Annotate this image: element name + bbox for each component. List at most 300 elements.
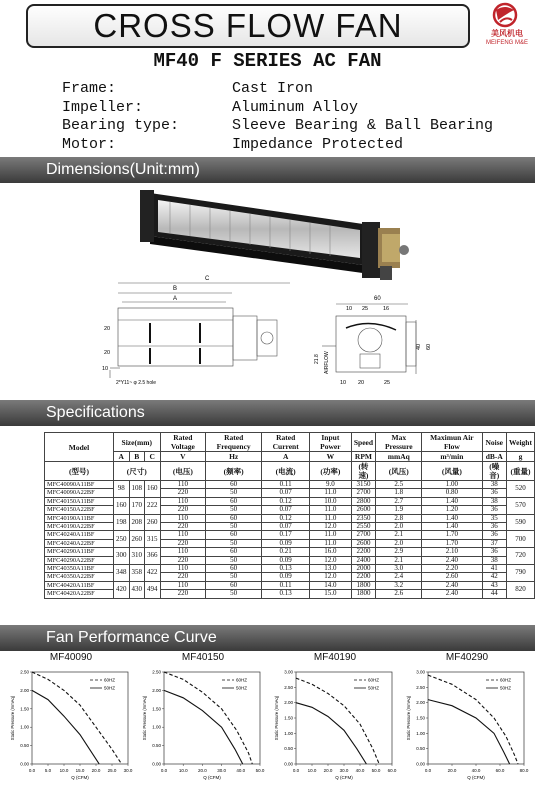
cell-v: 220 <box>160 489 206 497</box>
dim-label-16: 16 <box>383 306 390 312</box>
cell-model: MFC40420A22BF <box>45 590 114 598</box>
x-tick-label: 15.0 <box>75 768 85 773</box>
col-current: Rated Current <box>262 433 310 452</box>
cell-v: 220 <box>160 590 206 598</box>
cell-w: 10.0 <box>310 497 351 505</box>
cell-v: 110 <box>160 497 206 505</box>
cell-w: 12.0 <box>310 573 351 581</box>
unit-g: g <box>507 452 535 462</box>
cell-w: 11.0 <box>310 531 351 539</box>
cell-db: 38 <box>482 497 507 505</box>
cell-v: 220 <box>160 556 206 564</box>
y-axis-label: Static Pressure (mmAq) <box>274 695 279 741</box>
x-tick-label: 20.0 <box>447 768 457 773</box>
y-tick-label: 1.00 <box>416 730 425 736</box>
cell-p: 2.4 <box>376 573 422 581</box>
y-tick-label: 0.00 <box>20 761 29 767</box>
y-tick-label: 0.00 <box>284 761 293 767</box>
cell-f: 1.70 <box>422 531 482 539</box>
y-axis-label: Static Pressure (mmAq) <box>406 695 411 741</box>
spec-list <box>62 80 493 154</box>
col-a: A <box>114 452 130 462</box>
cell-size-a: 250 <box>114 531 130 548</box>
cell-rpm: 2200 <box>351 573 376 581</box>
y-tick-label: 1.50 <box>20 706 29 712</box>
col-b: B <box>129 452 145 462</box>
cell-rpm: 2800 <box>351 497 376 505</box>
cell-db: 41 <box>482 565 507 573</box>
x-tick-label: 40.0 <box>355 768 365 773</box>
cell-p: 2.5 <box>376 481 422 489</box>
cell-db: 38 <box>482 556 507 564</box>
cell-size-b: 208 <box>129 514 145 531</box>
cn-power: (功率) <box>310 462 351 481</box>
section-header-specifications <box>0 400 535 426</box>
cell-hz: 50 <box>206 573 262 581</box>
cell-db: 38 <box>482 481 507 489</box>
cell-hz: 50 <box>206 539 262 547</box>
legend-label: 50HZ <box>236 685 248 691</box>
cell-p: 3.0 <box>376 565 422 573</box>
cn-speed: (转速) <box>351 462 376 481</box>
cell-db: 43 <box>482 581 507 589</box>
x-tick-label: 0.0 <box>28 768 36 773</box>
spec-key: Frame: <box>62 80 117 97</box>
cell-w: 9.0 <box>310 481 351 489</box>
x-tick-label: 50.0 <box>255 768 265 773</box>
cell-rpm: 2700 <box>351 489 376 497</box>
cell-model: MFC40420A11BF <box>45 581 114 589</box>
spec-value: Sleeve Bearing & Ball Bearing <box>232 117 494 134</box>
y-tick-label: 2.00 <box>152 687 161 693</box>
y-tick-label: 3.00 <box>416 669 425 675</box>
cell-p: 2.1 <box>376 556 422 564</box>
cell-model: MFC40090A22BF <box>45 489 114 497</box>
spec-row-impeller <box>62 99 493 118</box>
cell-size-c: 315 <box>145 531 161 548</box>
cell-a: 0.09 <box>262 573 310 581</box>
y-axis-label: Static Pressure (mmAq) <box>142 695 147 741</box>
cell-a: 0.07 <box>262 506 310 514</box>
x-tick-label: 20.0 <box>198 768 207 773</box>
cell-db: 36 <box>482 531 507 539</box>
chart-title: MF40090 <box>49 652 93 663</box>
cell-weight: 790 <box>507 565 535 582</box>
cell-rpm: 2700 <box>351 531 376 539</box>
cell-p: 3.2 <box>376 581 422 589</box>
y-tick-label: 2.00 <box>416 700 425 706</box>
cell-v: 110 <box>160 481 206 489</box>
cell-p: 1.8 <box>376 489 422 497</box>
y-tick-label: 1.00 <box>20 724 29 730</box>
cell-p: 2.0 <box>376 523 422 531</box>
spec-key: Impeller: <box>62 98 144 116</box>
cell-rpm: 2350 <box>351 514 376 522</box>
x-tick-label: 40.0 <box>471 768 481 773</box>
cell-model: MFC40190A11BF <box>45 514 114 522</box>
x-axis-label: Q (CFM) <box>71 775 89 780</box>
cn-noise: (噪音) <box>482 462 507 481</box>
brand-name-cn: 美风机电 <box>491 29 523 38</box>
perf-chart-mf40190 <box>270 652 400 798</box>
cell-w: 13.0 <box>310 565 351 573</box>
cell-v: 110 <box>160 565 206 573</box>
dim-label-60: 60 <box>374 296 381 302</box>
unit-rpm: RPM <box>351 452 376 462</box>
legend-label: 60HZ <box>368 677 380 683</box>
y-tick-label: 0.50 <box>284 746 293 752</box>
cell-p: 2.8 <box>376 514 422 522</box>
cn-frequency: (频率) <box>206 462 262 481</box>
cell-hz: 60 <box>206 531 262 539</box>
cell-model: MFC40090A11BF <box>45 481 114 489</box>
cell-db: 37 <box>482 539 507 547</box>
fan-product-photo <box>0 178 535 398</box>
cell-rpm: 2000 <box>351 565 376 573</box>
x-tick-label: 10.0 <box>178 768 188 773</box>
cell-p: 2.7 <box>376 497 422 505</box>
y-tick-label: 1.50 <box>416 715 425 721</box>
cell-p: 1.9 <box>376 506 422 514</box>
cell-size-c: 494 <box>145 581 161 598</box>
cell-size-b: 108 <box>129 481 145 498</box>
cell-a: 0.07 <box>262 523 310 531</box>
cell-a: 0.21 <box>262 548 310 556</box>
col-pressure: Max Pressure <box>376 433 422 452</box>
cell-v: 220 <box>160 506 206 514</box>
spec-row-motor <box>62 136 493 155</box>
cn-pressure: (风压) <box>376 462 422 481</box>
legend-label: 60HZ <box>500 677 512 683</box>
cell-size-c: 222 <box>145 497 161 514</box>
section-title: Specifications <box>46 404 145 421</box>
col-power: Input Power <box>310 433 351 452</box>
cell-a: 0.07 <box>262 489 310 497</box>
specifications-table <box>44 432 535 599</box>
x-tick-label: 20.0 <box>323 768 333 773</box>
cell-size-a: 348 <box>114 565 130 582</box>
cell-f: 2.40 <box>422 581 482 589</box>
cell-model: MFC40240A11BF <box>45 531 114 539</box>
unit-a: A <box>262 452 310 462</box>
x-tick-label: 60.0 <box>495 768 505 773</box>
cell-w: 12.0 <box>310 556 351 564</box>
page-title: CROSS FLOW FAN <box>26 4 470 48</box>
x-tick-label: 80.0 <box>519 768 529 773</box>
cell-size-c: 160 <box>145 481 161 498</box>
cell-f: 1.40 <box>422 497 482 505</box>
y-axis-label: Static Pressure (mmAq) <box>10 695 15 741</box>
dim-label-10: 10 <box>346 306 353 312</box>
unit-w: W <box>310 452 351 462</box>
dim-label-20: 20 <box>104 326 111 332</box>
cell-model: MFC40350A22BF <box>45 573 114 581</box>
cell-f: 1.40 <box>422 514 482 522</box>
x-tick-label: 0.0 <box>424 768 432 773</box>
spec-value: Cast Iron <box>232 80 314 97</box>
cell-w: 11.0 <box>310 539 351 547</box>
cell-weight: 590 <box>507 514 535 531</box>
x-tick-label: 20.0 <box>91 768 101 773</box>
cell-weight: 700 <box>507 531 535 548</box>
dim-label-10: 10 <box>102 366 109 372</box>
unit-mmaq: mmAq <box>376 452 422 462</box>
col-c: C <box>145 452 161 462</box>
spec-row-frame <box>62 80 493 99</box>
chart-svg <box>138 666 268 798</box>
cell-rpm: 2400 <box>351 556 376 564</box>
y-tick-label: 0.00 <box>152 761 161 767</box>
cell-size-c: 366 <box>145 548 161 565</box>
cell-f: 1.20 <box>422 506 482 514</box>
section-title: Dimensions(Unit:mm) <box>46 161 200 178</box>
perf-chart-mf40290 <box>402 652 532 798</box>
cn-weight: (重量) <box>507 462 535 481</box>
y-tick-label: 0.50 <box>152 743 161 749</box>
cell-f: 2.20 <box>422 565 482 573</box>
cn-voltage: (电压) <box>160 462 206 481</box>
cell-a: 0.09 <box>262 539 310 547</box>
cell-w: 11.0 <box>310 506 351 514</box>
y-tick-label: 2.50 <box>20 669 29 675</box>
cell-a: 0.12 <box>262 497 310 505</box>
y-tick-label: 1.50 <box>284 715 293 721</box>
x-tick-label: 25.0 <box>107 768 117 773</box>
dim-label-c: C <box>205 276 210 282</box>
cell-size-b: 310 <box>129 548 145 565</box>
cell-p: 2.9 <box>376 548 422 556</box>
cn-model: (型号) <box>45 462 114 481</box>
cell-p: 2.1 <box>376 531 422 539</box>
x-tick-label: 5.0 <box>44 768 52 773</box>
cell-f: 2.40 <box>422 556 482 564</box>
cell-a: 0.13 <box>262 590 310 598</box>
y-tick-label: 3.00 <box>284 669 293 675</box>
cell-a: 0.11 <box>262 581 310 589</box>
cell-size-c: 422 <box>145 565 161 582</box>
cell-size-c: 260 <box>145 514 161 531</box>
hole-note: 2*Y11~ φ 2.5 hole <box>116 380 156 386</box>
cell-model: MFC40190A22BF <box>45 523 114 531</box>
cell-w: 15.0 <box>310 590 351 598</box>
cn-size: (尺寸) <box>114 462 161 481</box>
dim-label-a: A <box>173 296 178 302</box>
cell-size-a: 98 <box>114 481 130 498</box>
cell-db: 35 <box>482 514 507 522</box>
dim-label-25: 25 <box>362 306 369 312</box>
cell-v: 110 <box>160 531 206 539</box>
cell-db: 36 <box>482 506 507 514</box>
cell-rpm: 2550 <box>351 523 376 531</box>
cell-rpm: 3150 <box>351 481 376 489</box>
cell-rpm: 2600 <box>351 539 376 547</box>
cell-f: 2.60 <box>422 573 482 581</box>
cell-w: 12.0 <box>310 523 351 531</box>
cell-hz: 50 <box>206 523 262 531</box>
dim-label-21-8: 21.8 <box>314 354 320 364</box>
dim-label-40: 40 <box>416 343 422 350</box>
cell-f: 2.10 <box>422 548 482 556</box>
col-speed: Speed <box>351 433 376 452</box>
col-voltage: Rated Voltage <box>160 433 206 452</box>
x-tick-label: 0.0 <box>292 768 300 773</box>
col-noise: Noise <box>482 433 507 452</box>
cell-hz: 50 <box>206 506 262 514</box>
spec-value: Aluminum Alloy <box>232 98 359 116</box>
dim-label-10: 10 <box>340 380 347 386</box>
cell-db: 42 <box>482 573 507 581</box>
cell-model: MFC40150A11BF <box>45 497 114 505</box>
cell-hz: 50 <box>206 590 262 598</box>
chart-svg <box>402 666 532 798</box>
cell-db: 36 <box>482 523 507 531</box>
cell-v: 220 <box>160 523 206 531</box>
y-tick-label: 0.00 <box>416 761 425 767</box>
cell-model: MFC40290A11BF <box>45 548 114 556</box>
x-tick-label: 0.0 <box>160 768 168 773</box>
cell-hz: 60 <box>206 514 262 522</box>
legend-label: 50HZ <box>368 685 380 691</box>
spec-value: Impedance Protected <box>232 135 404 153</box>
unit-db: dB-A <box>482 452 507 462</box>
x-tick-label: 30.0 <box>217 768 226 773</box>
cell-weight: 820 <box>507 581 535 598</box>
unit-v: V <box>160 452 206 462</box>
y-tick-label: 1.00 <box>284 730 293 736</box>
cell-a: 0.11 <box>262 481 310 489</box>
section-title: Fan Performance Curve <box>46 629 217 646</box>
perf-chart-mf40090 <box>6 652 136 798</box>
cell-v: 220 <box>160 573 206 581</box>
cell-size-a: 198 <box>114 514 130 531</box>
y-tick-label: 0.50 <box>416 746 425 752</box>
cell-db: 44 <box>482 590 507 598</box>
cell-hz: 60 <box>206 581 262 589</box>
dim-label-b: B <box>173 286 178 292</box>
cell-rpm: 1800 <box>351 590 376 598</box>
cell-size-b: 260 <box>129 531 145 548</box>
cell-v: 220 <box>160 539 206 547</box>
cell-f: 1.00 <box>422 481 482 489</box>
cell-rpm: 2600 <box>351 506 376 514</box>
cell-v: 110 <box>160 548 206 556</box>
cell-hz: 50 <box>206 489 262 497</box>
legend-label: 50HZ <box>500 685 512 691</box>
dimension-drawing <box>0 178 535 398</box>
cell-f: 1.40 <box>422 523 482 531</box>
col-weight: Weight <box>507 433 535 452</box>
y-tick-label: 2.50 <box>416 684 425 690</box>
dim-label-20: 20 <box>358 380 365 386</box>
cell-a: 0.17 <box>262 531 310 539</box>
perf-chart-mf40150 <box>138 652 268 798</box>
chart-svg <box>270 666 400 798</box>
x-tick-label: 60.0 <box>387 768 397 773</box>
section-header-performance <box>0 625 535 651</box>
legend-label: 60HZ <box>104 677 116 683</box>
cell-v: 110 <box>160 514 206 522</box>
cell-p: 2.0 <box>376 539 422 547</box>
cell-size-a: 420 <box>114 581 130 598</box>
x-axis-label: Q (CFM) <box>335 775 353 780</box>
cell-size-b: 170 <box>129 497 145 514</box>
dim-label-20: 20 <box>104 350 111 356</box>
chart-title: MF40190 <box>313 652 357 663</box>
cell-hz: 60 <box>206 481 262 489</box>
cell-a: 0.12 <box>262 514 310 522</box>
cell-hz: 60 <box>206 497 262 505</box>
y-tick-label: 2.50 <box>152 669 161 675</box>
col-frequency: Rated Frequency <box>206 433 262 452</box>
cell-model: MFC40240A22BF <box>45 539 114 547</box>
chart-title: MF40290 <box>445 652 489 663</box>
x-tick-label: 40.0 <box>236 768 246 773</box>
cell-p: 2.6 <box>376 590 422 598</box>
cell-weight: 720 <box>507 548 535 565</box>
dim-label-25: 25 <box>384 380 391 386</box>
cell-rpm: 2200 <box>351 548 376 556</box>
cell-model: MFC40290A22BF <box>45 556 114 564</box>
spec-row-bearing <box>62 117 493 136</box>
legend-label: 50HZ <box>104 685 116 691</box>
unit-hz: Hz <box>206 452 262 462</box>
series-subtitle: MF40 F SERIES AC FAN <box>153 50 382 72</box>
cell-a: 0.13 <box>262 565 310 573</box>
y-tick-label: 1.50 <box>152 706 161 712</box>
table-row <box>45 548 535 556</box>
unit-flow: m³/min <box>422 452 482 462</box>
cell-size-a: 300 <box>114 548 130 565</box>
cell-hz: 60 <box>206 548 262 556</box>
cell-db: 36 <box>482 489 507 497</box>
chart-title: MF40150 <box>181 652 225 663</box>
cell-size-b: 430 <box>129 581 145 598</box>
airflow-label: AIRFLOW <box>324 351 330 374</box>
cell-hz: 50 <box>206 556 262 564</box>
cell-size-b: 358 <box>129 565 145 582</box>
spec-key: Motor: <box>62 135 117 153</box>
spec-key: Bearing type: <box>62 117 180 134</box>
cell-weight: 570 <box>507 497 535 514</box>
col-size: Size(mm) <box>114 433 161 452</box>
y-tick-label: 2.50 <box>284 684 293 690</box>
cell-w: 11.0 <box>310 514 351 522</box>
chart-svg <box>6 666 136 798</box>
cell-weight: 520 <box>507 481 535 498</box>
col-model: Model <box>45 433 114 462</box>
cell-hz: 60 <box>206 565 262 573</box>
cell-db: 36 <box>482 548 507 556</box>
x-tick-label: 30.0 <box>339 768 349 773</box>
x-tick-label: 50.0 <box>371 768 381 773</box>
x-axis-label: Q (CFM) <box>203 775 221 780</box>
cell-f: 0.80 <box>422 489 482 497</box>
dim-label-60v: 60 <box>426 343 432 350</box>
y-tick-label: 2.00 <box>20 687 29 693</box>
cell-w: 16.0 <box>310 548 351 556</box>
cell-model: MFC40150A22BF <box>45 506 114 514</box>
col-airflow: Maximun Air Flow <box>422 433 482 452</box>
cell-w: 11.0 <box>310 489 351 497</box>
x-axis-label: Q (CFM) <box>467 775 485 780</box>
cell-w: 14.0 <box>310 581 351 589</box>
y-tick-label: 2.00 <box>284 700 293 706</box>
cell-rpm: 1800 <box>351 581 376 589</box>
brand-name-en: MEIFENG M&E <box>485 40 528 46</box>
y-tick-label: 1.00 <box>152 724 161 730</box>
cell-v: 110 <box>160 581 206 589</box>
legend-label: 60HZ <box>236 677 248 683</box>
